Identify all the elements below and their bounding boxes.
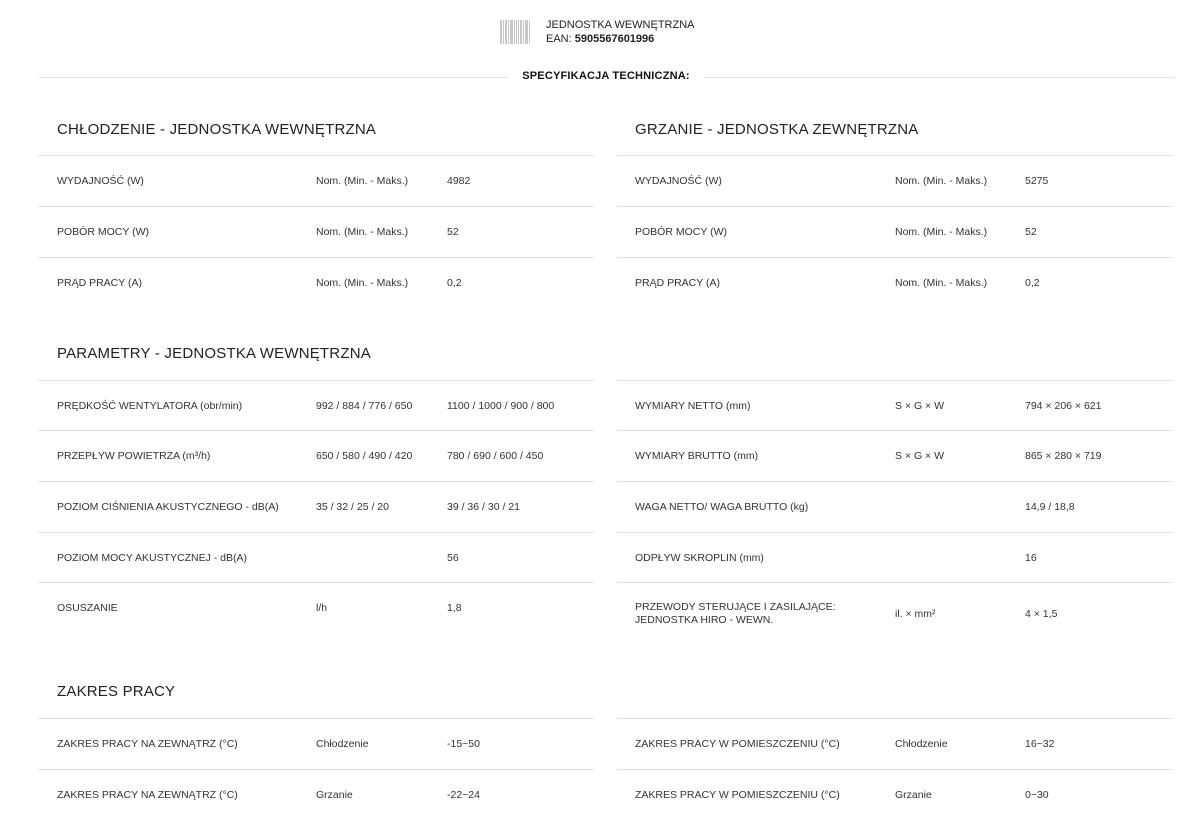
row-label: ZAKRES PRACY W POMIESZCZENIU (°C)	[635, 737, 840, 750]
row-label-line: PRZEWODY STERUJĄCE I ZASILAJĄCE:	[635, 601, 836, 613]
row-mode: Nom. (Min. - Maks.)	[316, 174, 409, 187]
row-mode: S × G × W	[895, 399, 945, 412]
row-value: 1,8	[447, 601, 462, 614]
row-mode: Nom. (Min. - Maks.)	[316, 276, 409, 289]
row-label: WYDAJNOŚĆ (W)	[57, 174, 144, 187]
row-value: 0~30	[1025, 788, 1049, 801]
row-mode: Chłodzenie	[316, 737, 369, 750]
row-value: 4 × 1,5	[1025, 607, 1058, 620]
table-row	[38, 380, 594, 431]
row-value: 52	[1025, 225, 1037, 238]
row-label: ZAKRES PRACY W POMIESZCZENIU (°C)	[635, 788, 840, 801]
ean-label: EAN:	[546, 33, 572, 45]
row-mode: Nom. (Min. - Maks.)	[316, 225, 409, 238]
row-value: 39 / 36 / 30 / 21	[447, 500, 520, 513]
row-mode: 35 / 32 / 25 / 20	[316, 500, 389, 513]
row-mode: l/h	[316, 601, 328, 614]
table-row	[38, 718, 594, 769]
table-row	[617, 155, 1173, 206]
row-value: 16	[1025, 551, 1037, 564]
row-label: OSUSZANIE	[57, 601, 118, 614]
ean-value: 5905567601996	[574, 33, 655, 45]
section-title-cooling: CHŁODZENIE - JEDNOSTKA WEWNĘTRZNA	[57, 121, 377, 138]
row-mode: Nom. (Min. - Maks.)	[895, 276, 988, 289]
spec-heading	[38, 70, 1174, 84]
product-name: JEDNOSTKA WEWNĘTRZNA	[546, 19, 695, 31]
row-mode: Nom. (Min. - Maks.)	[895, 225, 988, 238]
table-row	[617, 582, 1173, 642]
section-title-heating: GRZANIE - JEDNOSTKA ZEWNĘTRZNA	[635, 121, 919, 138]
row-label: ZAKRES PRACY NA ZEWNĄTRZ (°C)	[57, 737, 238, 750]
row-label: WYMIARY BRUTTO (mm)	[635, 449, 759, 462]
row-value: 16~32	[1025, 737, 1055, 750]
row-label: WAGA NETTO/ WAGA BRUTTO (kg)	[635, 500, 809, 513]
row-mode: Chłodzenie	[895, 737, 948, 750]
table-row	[38, 257, 594, 308]
product-ean	[546, 32, 695, 46]
row-mode: 992 / 884 / 776 / 650	[316, 399, 413, 412]
row-label	[635, 583, 890, 645]
row-label: WYDAJNOŚĆ (W)	[635, 174, 722, 187]
row-mode	[316, 533, 441, 583]
table-row	[617, 718, 1173, 769]
row-mode: Grzanie	[316, 788, 353, 801]
row-label: WYMIARY NETTO (mm)	[635, 399, 751, 412]
table-row	[617, 481, 1173, 532]
row-mode: Grzanie	[895, 788, 932, 801]
table-row	[38, 481, 594, 532]
table-row	[617, 430, 1173, 481]
row-value: 0,2	[447, 276, 462, 289]
row-label: PRĄD PRACY (A)	[635, 276, 720, 289]
row-value: 56	[447, 551, 459, 564]
divider	[704, 77, 1174, 78]
row-label: PRĄD PRACY (A)	[57, 276, 142, 289]
row-value: 1100 / 1000 / 900 / 800	[447, 399, 555, 412]
table-row	[617, 257, 1173, 308]
table-row	[38, 769, 594, 820]
product-info	[546, 18, 695, 46]
row-label: POBÓR MOCY (W)	[635, 225, 727, 238]
table-row	[38, 532, 594, 583]
row-label: PRĘDKOŚĆ WENTYLATORA (obr/min)	[57, 399, 243, 412]
row-value: 52	[447, 225, 459, 238]
row-value: -22~24	[447, 788, 480, 801]
table-row	[38, 155, 594, 206]
table-row	[617, 206, 1173, 257]
row-mode: 650 / 580 / 490 / 420	[316, 449, 413, 462]
section-title-parameters: PARAMETRY - JEDNOSTKA WEWNĘTRZNA	[57, 345, 371, 362]
table-row	[617, 380, 1173, 431]
row-mode	[895, 482, 1020, 532]
row-label: POZIOM CIŚNIENIA AKUSTYCZNEGO - dB(A)	[57, 500, 279, 513]
row-label: PRZEPŁYW POWIETRZA (m³/h)	[57, 449, 211, 462]
row-label: POBÓR MOCY (W)	[57, 225, 149, 238]
table-row	[617, 769, 1173, 820]
product-header	[500, 18, 695, 46]
row-value: 865 × 280 × 719	[1025, 449, 1102, 462]
table-row	[617, 532, 1173, 583]
row-value: -15~50	[447, 737, 480, 750]
table-row	[38, 582, 594, 642]
row-value: 14,9 / 18,8	[1025, 500, 1075, 513]
row-mode	[895, 533, 1020, 583]
row-value: 780 / 690 / 600 / 450	[447, 449, 544, 462]
row-label: POZIOM MOCY AKUSTYCZNEJ - dB(A)	[57, 551, 247, 564]
row-value: 0,2	[1025, 276, 1040, 289]
row-mode: il. × mm²	[895, 607, 936, 620]
table-row	[38, 206, 594, 257]
row-mode: Nom. (Min. - Maks.)	[895, 174, 988, 187]
table-row	[38, 430, 594, 481]
barcode-icon	[500, 20, 530, 44]
row-label: ZAKRES PRACY NA ZEWNĄTRZ (°C)	[57, 788, 238, 801]
row-value: 4982	[447, 174, 471, 187]
row-value: 5275	[1025, 174, 1049, 187]
section-title-range: ZAKRES PRACY	[57, 683, 176, 700]
spec-heading-text: SPECYFIKACJA TECHNICZNA:	[522, 70, 690, 82]
row-value: 794 × 206 × 621	[1025, 399, 1102, 412]
row-mode: S × G × W	[895, 449, 945, 462]
row-label: ODPŁYW SKROPLIN (mm)	[635, 551, 764, 564]
row-label-line: JEDNOSTKA HIRO - WEWN.	[635, 614, 774, 626]
